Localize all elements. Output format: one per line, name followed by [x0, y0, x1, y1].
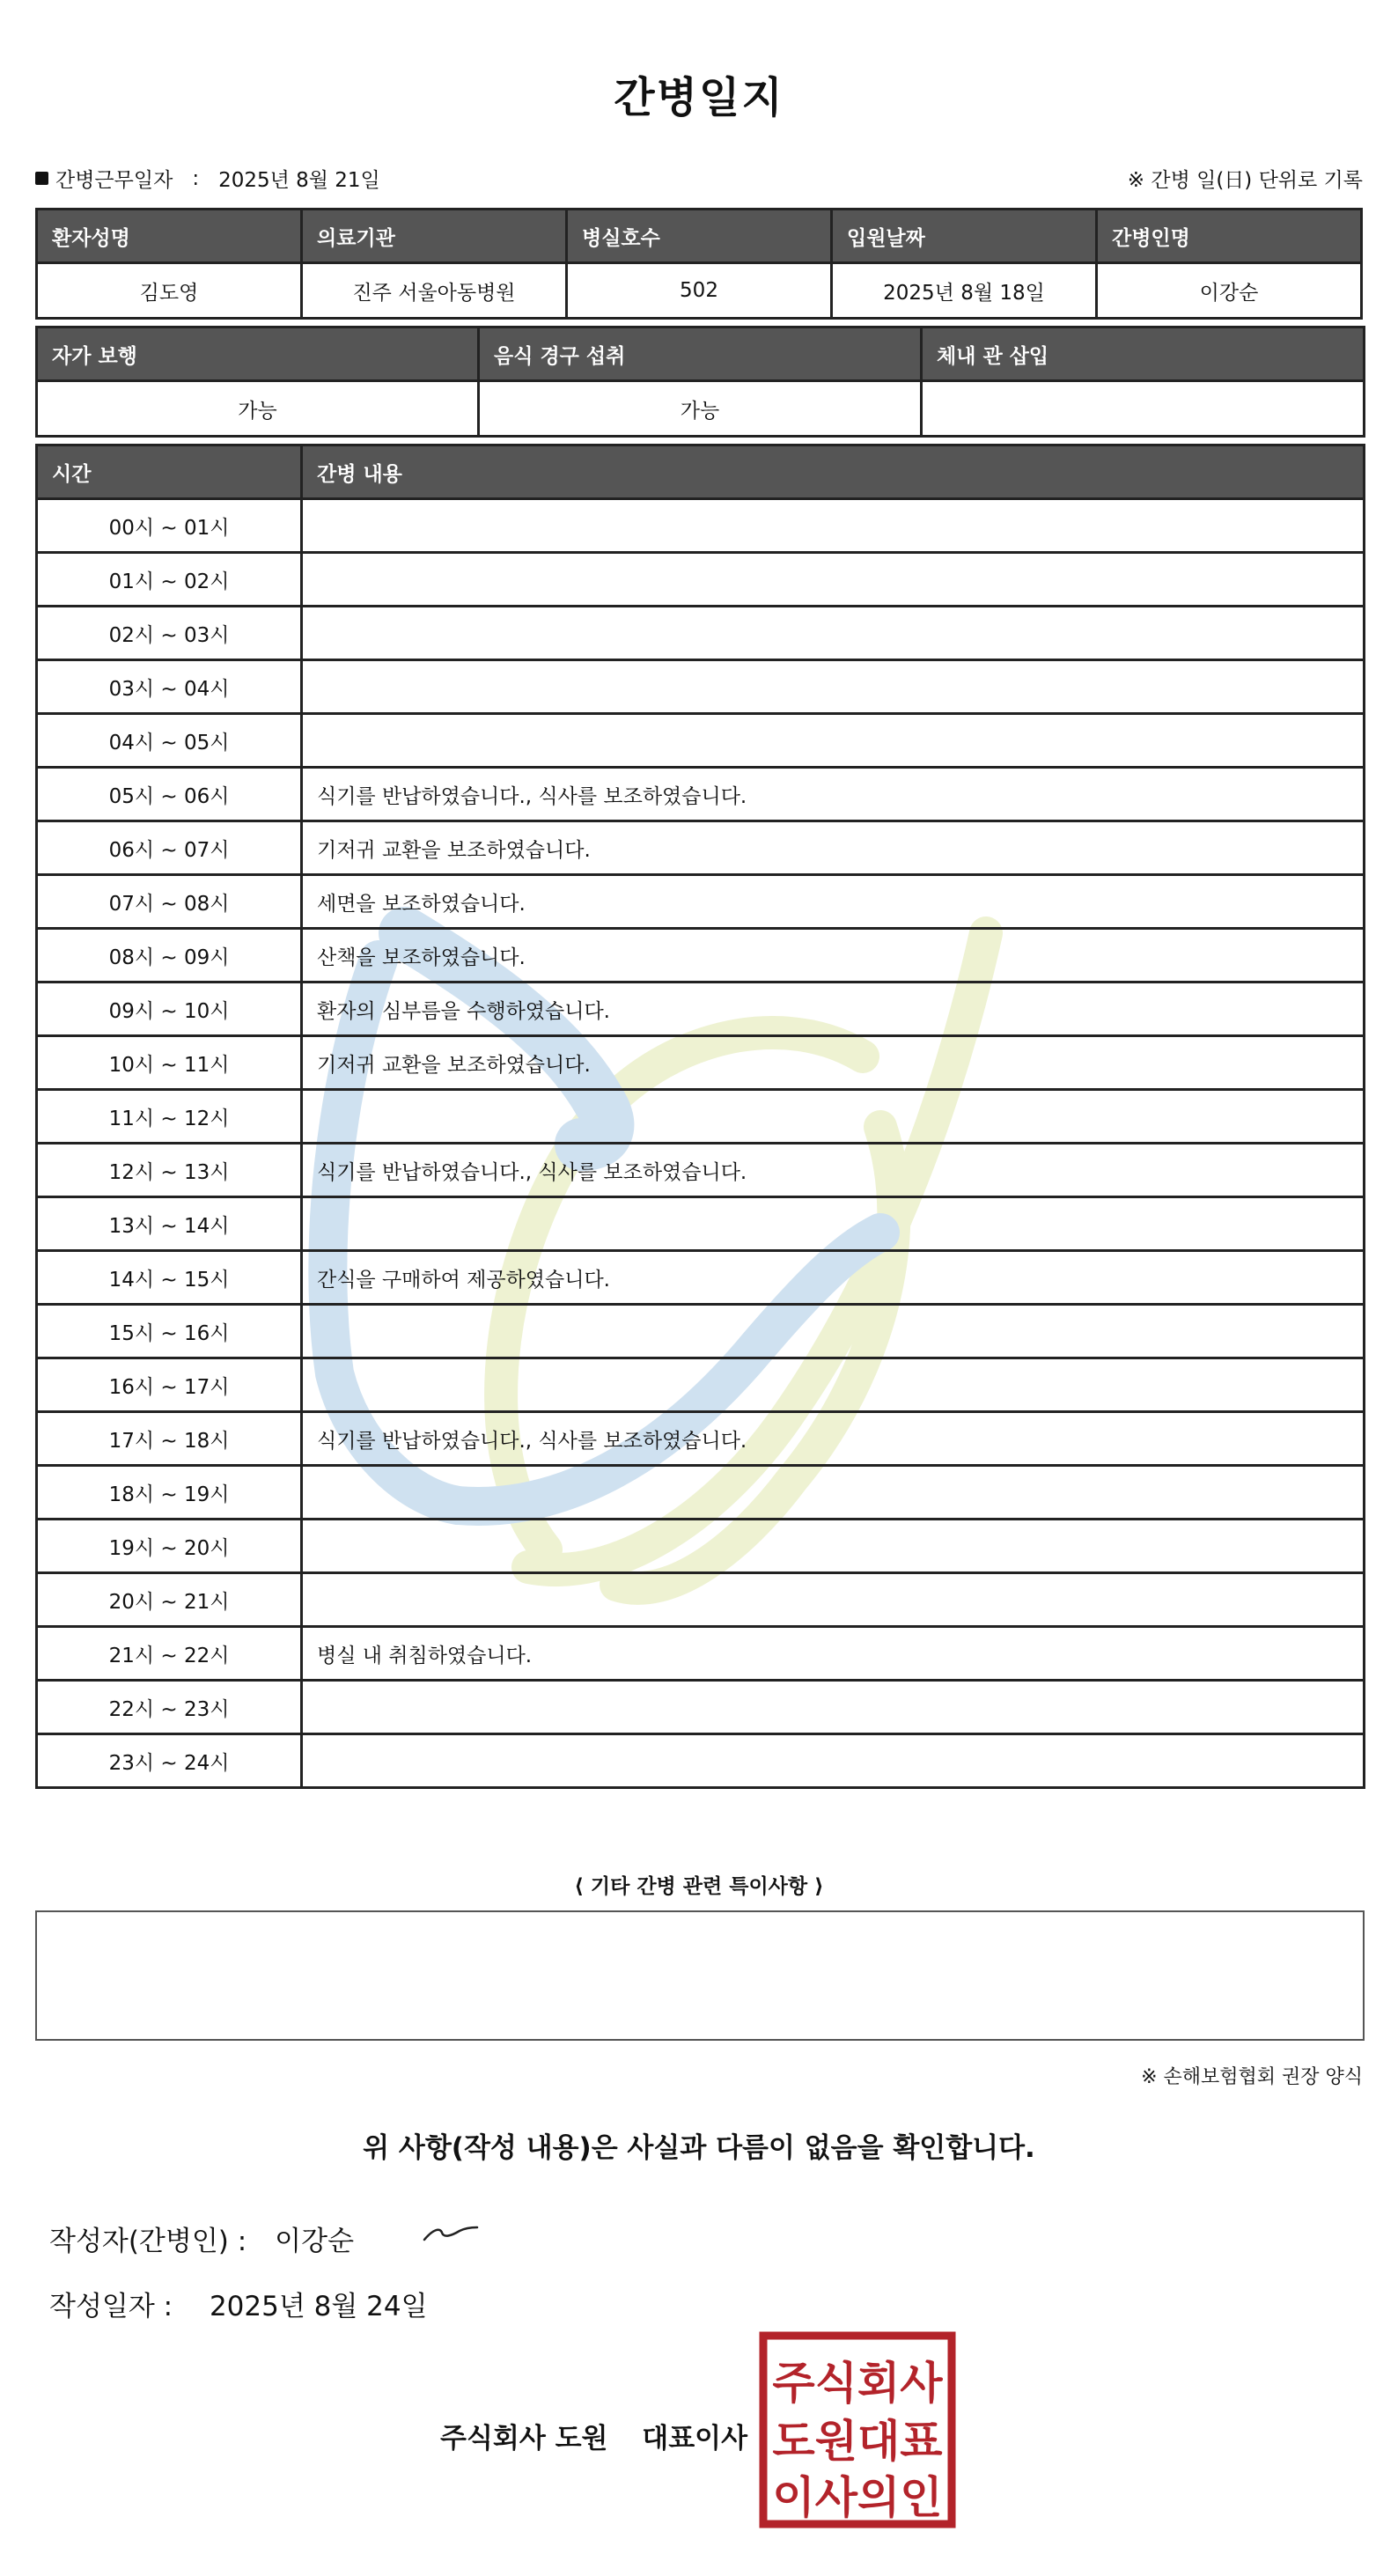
- log-time-cell: 20시 ~ 21시: [37, 1573, 302, 1627]
- log-content-cell: [302, 1305, 1365, 1358]
- log-row: [37, 660, 1365, 714]
- header-time: 시간: [37, 445, 302, 499]
- log-time-cell: 07시 ~ 08시: [37, 875, 302, 929]
- unit-note: ※ 간병 일(日) 단위로 기록: [1127, 169, 1363, 192]
- document-title: 간병일지: [614, 73, 784, 122]
- log-content-cell: [302, 1466, 1365, 1520]
- header-admission-date: 입원날짜: [832, 210, 1097, 263]
- author-row: [49, 2219, 354, 2258]
- log-content-cell: [302, 660, 1365, 714]
- log-time-cell: 01시 ~ 02시: [37, 553, 302, 607]
- log-time-cell: 21시 ~ 22시: [37, 1627, 302, 1681]
- bullet-square-icon: [35, 172, 48, 185]
- patient-status-table: [35, 326, 1365, 438]
- log-row: [37, 821, 1365, 875]
- log-content-cell: 식기를 반납하였습니다., 식사를 보조하였습니다.: [302, 768, 1365, 821]
- hospital-cell: 진주 서울아동병원: [302, 263, 567, 319]
- log-content-cell: [302, 1520, 1365, 1573]
- log-time-cell: 19시 ~ 20시: [37, 1520, 302, 1573]
- notes-box: [35, 1910, 1365, 2041]
- log-content-cell: 환자의 심부름을 수행하였습니다.: [302, 983, 1365, 1036]
- care-log-body: [37, 499, 1365, 1788]
- log-row: [37, 607, 1365, 660]
- seal-line-1: 주식회사: [772, 2358, 943, 2409]
- date-row: [49, 2284, 428, 2323]
- company-row: [440, 2416, 747, 2455]
- log-content-cell: 산책을 보조하였습니다.: [302, 929, 1365, 983]
- room-number-cell: 502: [567, 263, 832, 319]
- work-date-row: [35, 164, 380, 193]
- log-row: [37, 1734, 1365, 1788]
- log-row: [37, 929, 1365, 983]
- header-self-walking: 자가 보행: [37, 328, 479, 381]
- log-content-cell: 간식을 구매하여 제공하였습니다.: [302, 1251, 1365, 1305]
- log-time-cell: 18시 ~ 19시: [37, 1466, 302, 1520]
- self-walking-cell: 가능: [37, 381, 479, 437]
- log-time-cell: 23시 ~ 24시: [37, 1734, 302, 1788]
- log-row: [37, 768, 1365, 821]
- log-time-cell: 08시 ~ 09시: [37, 929, 302, 983]
- ceo-label: 대표이사: [642, 2423, 748, 2455]
- log-row: [37, 1251, 1365, 1305]
- log-time-cell: 00시 ~ 01시: [37, 499, 302, 553]
- log-time-cell: 17시 ~ 18시: [37, 1412, 302, 1466]
- care-log-table: [35, 444, 1365, 1789]
- header-hospital: 의료기관: [302, 210, 567, 263]
- signature: [421, 2220, 482, 2247]
- log-row: [37, 714, 1365, 768]
- header-tube-insertion: 체내 관 삽입: [922, 328, 1365, 381]
- header-care-content: 간병 내용: [302, 445, 1365, 499]
- log-content-cell: [302, 499, 1365, 553]
- log-content-cell: [302, 607, 1365, 660]
- log-content-cell: [302, 1681, 1365, 1734]
- log-row: [37, 553, 1365, 607]
- log-time-cell: 22시 ~ 23시: [37, 1681, 302, 1734]
- patient-info-table: [35, 208, 1363, 320]
- log-row: [37, 1627, 1365, 1681]
- log-time-cell: 03시 ~ 04시: [37, 660, 302, 714]
- log-row: [37, 983, 1365, 1036]
- caregiver-name-cell: 이강순: [1097, 263, 1362, 319]
- log-time-cell: 02시 ~ 03시: [37, 607, 302, 660]
- log-time-cell: 05시 ~ 06시: [37, 768, 302, 821]
- confirmation-statement: 위 사항(작성 내용)은 사실과 다름이 없음을 확인합니다.: [363, 2132, 1035, 2164]
- log-time-cell: 09시 ~ 10시: [37, 983, 302, 1036]
- work-date-value: 2025년 8월 21일: [218, 169, 380, 192]
- log-row: [37, 1090, 1365, 1144]
- log-content-cell: [302, 553, 1365, 607]
- log-time-cell: 13시 ~ 14시: [37, 1197, 302, 1251]
- log-content-cell: 기저귀 교환을 보조하였습니다.: [302, 821, 1365, 875]
- seal-line-3: 이사의인: [772, 2472, 943, 2523]
- log-time-cell: 14시 ~ 15시: [37, 1251, 302, 1305]
- log-time-cell: 10시 ~ 11시: [37, 1036, 302, 1090]
- header-caregiver-name: 간병인명: [1097, 210, 1362, 263]
- log-row: [37, 1197, 1365, 1251]
- log-content-cell: [302, 1358, 1365, 1412]
- patient-name-cell: 김도영: [37, 263, 302, 319]
- seal-line-2: 도원대표: [772, 2416, 943, 2467]
- log-time-cell: 11시 ~ 12시: [37, 1090, 302, 1144]
- admission-date-cell: 2025년 8월 18일: [832, 263, 1097, 319]
- log-content-cell: [302, 1090, 1365, 1144]
- log-row: [37, 1144, 1365, 1197]
- work-date-label: 간병근무일자: [55, 169, 173, 192]
- work-date-separator: :: [192, 166, 200, 190]
- header-room-number: 병실호수: [567, 210, 832, 263]
- notes-title: ⟨ 기타 간병 관련 특이사항 ⟩: [574, 1875, 824, 1898]
- log-time-cell: 06시 ~ 07시: [37, 821, 302, 875]
- log-content-cell: [302, 714, 1365, 768]
- log-row: [37, 875, 1365, 929]
- log-row: [37, 499, 1365, 553]
- date-label: 작성일자 :: [49, 2291, 173, 2322]
- log-content-cell: 기저귀 교환을 보조하였습니다.: [302, 1036, 1365, 1090]
- log-content-cell: 세면을 보조하였습니다.: [302, 875, 1365, 929]
- header-patient-name: 환자성명: [37, 210, 302, 263]
- log-row: [37, 1573, 1365, 1627]
- log-content-cell: 식기를 반납하였습니다., 식사를 보조하였습니다.: [302, 1412, 1365, 1466]
- log-time-cell: 16시 ~ 17시: [37, 1358, 302, 1412]
- tube-insertion-cell: [922, 381, 1365, 437]
- log-content-cell: 식기를 반납하였습니다., 식사를 보조하였습니다.: [302, 1144, 1365, 1197]
- company-name: 주식회사 도원: [440, 2423, 608, 2455]
- log-time-cell: 15시 ~ 16시: [37, 1305, 302, 1358]
- log-row: [37, 1520, 1365, 1573]
- log-content-cell: [302, 1197, 1365, 1251]
- log-row: [37, 1358, 1365, 1412]
- company-seal: [759, 2331, 956, 2528]
- log-time-cell: 12시 ~ 13시: [37, 1144, 302, 1197]
- author-label: 작성자(간병인) :: [49, 2226, 247, 2257]
- header-oral-intake: 음식 경구 섭취: [479, 328, 922, 381]
- date-value: 2025년 8월 24일: [209, 2291, 428, 2322]
- log-content-cell: [302, 1734, 1365, 1788]
- log-time-cell: 04시 ~ 05시: [37, 714, 302, 768]
- log-row: [37, 1305, 1365, 1358]
- author-name: 이강순: [275, 2226, 355, 2257]
- oral-intake-cell: 가능: [479, 381, 922, 437]
- log-content-cell: 병실 내 취침하였습니다.: [302, 1627, 1365, 1681]
- log-row: [37, 1036, 1365, 1090]
- form-footnote: ※ 손해보험협회 권장 양식: [1141, 2066, 1363, 2088]
- log-content-cell: [302, 1573, 1365, 1627]
- log-row: [37, 1412, 1365, 1466]
- log-row: [37, 1466, 1365, 1520]
- log-row: [37, 1681, 1365, 1734]
